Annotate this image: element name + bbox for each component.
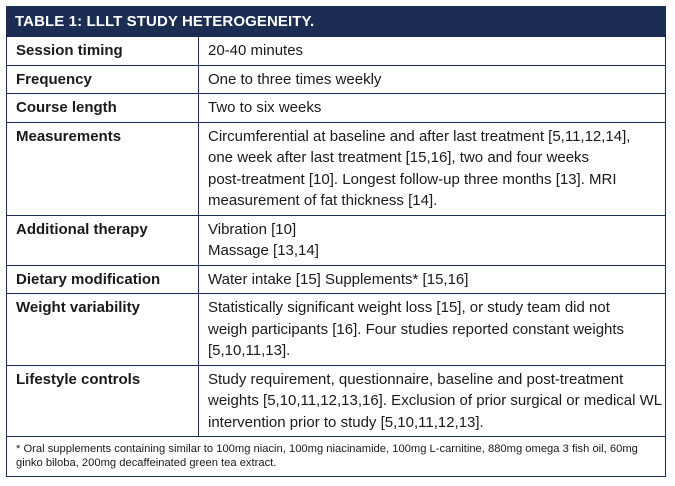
value-line: Water intake [15] Supplements* [15,16] <box>208 270 469 288</box>
value-line: Statistically significant weight loss [15], or study team did not <box>208 299 610 316</box>
value-line: One to three times weekly <box>208 70 382 88</box>
row-label: Weight variability <box>7 294 199 366</box>
footnote-line: * Oral supplements containing similar to 100mg niacin, 100mg niacinamide, 100mg L-carnitine, 880mg omega 3 fish oil, 60mg <box>16 443 638 455</box>
table-row-dietary-modification <box>7 265 665 294</box>
table-row-lifestyle-controls <box>7 365 665 436</box>
row-label: Lifestyle controls <box>7 365 199 436</box>
table-row-course-length <box>7 94 665 123</box>
value-line: [5,10,11,13]. <box>208 342 291 359</box>
value-line: Study requirement, questionnaire, baseline and post-treatment <box>208 370 624 388</box>
row-label: Additional therapy <box>7 215 199 265</box>
table-row-frequency <box>7 65 665 94</box>
value-line: Massage [13,14] <box>208 242 319 259</box>
row-value <box>199 365 666 436</box>
row-value <box>199 65 666 94</box>
footnote-line: ginko biloba, 200mg decaffeinated green tea extract. <box>16 457 277 469</box>
row-label: Frequency <box>7 65 199 94</box>
table-row-measurements <box>7 122 665 215</box>
heterogeneity-table <box>7 37 665 436</box>
row-label: Measurements <box>7 122 199 215</box>
value-line: one week after last treatment [15,16], two and four weeks <box>208 149 590 166</box>
row-value <box>199 37 666 65</box>
table-row-session-timing <box>7 37 665 65</box>
table-row-weight-variability <box>7 294 665 366</box>
row-value <box>199 294 666 366</box>
table-frame <box>6 6 666 477</box>
value-line: Vibration [10] <box>208 220 297 238</box>
row-value <box>199 122 666 215</box>
value-line: post-treatment [10]. Longest follow-up three months [13]. MRI <box>208 170 617 188</box>
value-line: Two to six weeks <box>208 99 322 116</box>
value-line: Circumferential at baseline and after last treatment [5,11,12,14], <box>208 127 631 145</box>
value-line: measurement of fat thickness [14]. <box>208 192 438 209</box>
table-footnote <box>7 436 665 470</box>
value-line: intervention prior to study [5,10,11,12,13]. <box>208 413 484 431</box>
row-value <box>199 265 666 294</box>
table-title: TABLE 1: LLLT STUDY HETEROGENEITY. <box>7 7 665 37</box>
row-value <box>199 215 666 265</box>
row-label: Dietary modification <box>7 265 199 294</box>
value-line: 20-40 minutes <box>208 42 304 59</box>
row-label: Session timing <box>7 37 199 65</box>
value-line: weigh participants [16]. Four studies reported constant weights <box>208 320 625 338</box>
table-row-additional-therapy <box>7 215 665 265</box>
row-value <box>199 94 666 123</box>
value-line: weights [5,10,11,12,13,16]. Exclusion of prior surgical or medical WL <box>208 392 663 409</box>
row-label: Course length <box>7 94 199 123</box>
